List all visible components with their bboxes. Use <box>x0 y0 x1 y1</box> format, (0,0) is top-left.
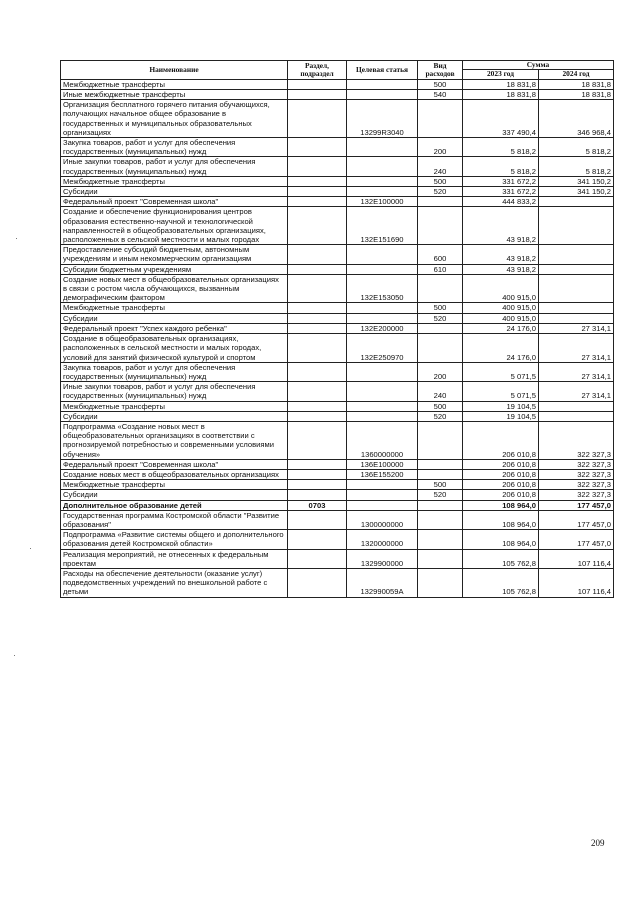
row-sum-2024: 18 831,8 <box>539 90 614 100</box>
row-sum-2024 <box>539 197 614 207</box>
row-kind <box>418 469 463 479</box>
header-year-2024: 2024 год <box>539 70 614 79</box>
row-article <box>347 264 418 274</box>
row-sum-2023: 206 010,8 <box>463 459 539 469</box>
row-section <box>288 138 347 157</box>
row-article: 1360000000 <box>347 421 418 459</box>
row-sum-2023: 43 918,2 <box>463 264 539 274</box>
header-year-2023: 2023 год <box>463 70 539 79</box>
row-sum-2024: 177 457,0 <box>539 500 614 510</box>
row-article <box>347 490 418 500</box>
row-sum-2024: 27 314,1 <box>539 323 614 333</box>
row-sum-2023: 444 833,2 <box>463 197 539 207</box>
row-sum-2023: 108 964,0 <box>463 510 539 529</box>
table-row <box>61 264 614 274</box>
row-sum-2023: 43 918,2 <box>463 245 539 264</box>
row-article: 132E100000 <box>347 197 418 207</box>
row-article <box>347 90 418 100</box>
row-section <box>288 90 347 100</box>
row-kind: 500 <box>418 303 463 313</box>
table-row <box>61 100 614 138</box>
row-sum-2023: 206 010,8 <box>463 480 539 490</box>
row-kind: 520 <box>418 411 463 421</box>
table-row <box>61 469 614 479</box>
row-section <box>288 157 347 176</box>
row-sum-2023: 206 010,8 <box>463 421 539 459</box>
row-sum-2023: 400 915,0 <box>463 274 539 303</box>
row-sum-2024 <box>539 245 614 264</box>
table-row <box>61 90 614 100</box>
row-sum-2024 <box>539 313 614 323</box>
table-row <box>61 245 614 264</box>
row-article <box>347 157 418 176</box>
row-sum-2024: 322 327,3 <box>539 459 614 469</box>
row-article <box>347 245 418 264</box>
row-section <box>288 490 347 500</box>
row-name: Иные закупки товаров, работ и услуг для обеспечения государственных (муниципальных) нужд <box>61 382 288 401</box>
table-body <box>61 79 614 597</box>
table-header <box>61 61 614 80</box>
row-sum-2024: 322 327,3 <box>539 480 614 490</box>
row-sum-2024: 5 818,2 <box>539 138 614 157</box>
row-sum-2024 <box>539 264 614 274</box>
row-kind <box>418 323 463 333</box>
table-row <box>61 530 614 549</box>
row-article <box>347 303 418 313</box>
row-sum-2023: 19 104,5 <box>463 401 539 411</box>
header-kind: Вид расходов <box>418 61 463 80</box>
row-sum-2023: 206 010,8 <box>463 469 539 479</box>
table-row <box>61 334 614 363</box>
table-row <box>61 500 614 510</box>
row-sum-2024: 322 327,3 <box>539 490 614 500</box>
row-sum-2023: 108 964,0 <box>463 500 539 510</box>
row-article <box>347 382 418 401</box>
row-sum-2023: 337 490,4 <box>463 100 539 138</box>
table-row <box>61 176 614 186</box>
row-kind: 500 <box>418 79 463 89</box>
row-kind: 610 <box>418 264 463 274</box>
row-article <box>347 187 418 197</box>
row-name: Государственная программа Костромской области "Развитие образования" <box>61 510 288 529</box>
row-section <box>288 176 347 186</box>
row-name: Межбюджетные трансферты <box>61 401 288 411</box>
row-article <box>347 500 418 510</box>
row-sum-2023: 24 176,0 <box>463 334 539 363</box>
row-section <box>288 245 347 264</box>
table-row <box>61 459 614 469</box>
row-kind: 200 <box>418 362 463 381</box>
row-sum-2023: 206 010,8 <box>463 490 539 500</box>
scan-speck <box>14 655 15 656</box>
row-kind: 240 <box>418 157 463 176</box>
row-sum-2023: 105 762,8 <box>463 568 539 597</box>
table-row <box>61 197 614 207</box>
row-article: 1300000000 <box>347 510 418 529</box>
row-sum-2024: 18 831,8 <box>539 79 614 89</box>
table-row <box>61 303 614 313</box>
table-row <box>61 421 614 459</box>
row-name: Иные межбюджетные трансферты <box>61 90 288 100</box>
header-name: Наименование <box>61 61 288 80</box>
row-kind: 600 <box>418 245 463 264</box>
row-sum-2023: 400 915,0 <box>463 303 539 313</box>
row-sum-2024 <box>539 411 614 421</box>
row-section <box>288 323 347 333</box>
row-article: 1329900000 <box>347 549 418 568</box>
row-kind: 500 <box>418 176 463 186</box>
table-row <box>61 411 614 421</box>
header-article: Целевая статья <box>347 61 418 80</box>
row-article: 13299R3040 <box>347 100 418 138</box>
row-article: 136E155200 <box>347 469 418 479</box>
row-article: 136E100000 <box>347 459 418 469</box>
row-sum-2023: 331 672,2 <box>463 187 539 197</box>
row-sum-2024 <box>539 303 614 313</box>
row-section <box>288 480 347 490</box>
row-kind <box>418 530 463 549</box>
row-name: Межбюджетные трансферты <box>61 480 288 490</box>
row-kind: 540 <box>418 90 463 100</box>
row-section <box>288 459 347 469</box>
row-sum-2024: 27 314,1 <box>539 334 614 363</box>
row-name: Закупка товаров, работ и услуг для обеспечения государственных (муниципальных) нужд <box>61 362 288 381</box>
row-sum-2023: 5 071,5 <box>463 382 539 401</box>
row-name: Субсидии <box>61 313 288 323</box>
row-name: Реализация мероприятий, не отнесенных к федеральным проектам <box>61 549 288 568</box>
row-section <box>288 421 347 459</box>
row-kind: 500 <box>418 480 463 490</box>
row-sum-2024 <box>539 207 614 245</box>
row-kind <box>418 510 463 529</box>
row-name: Расходы на обеспечение деятельности (оказание услуг) подведомственных учреждений по внешкольной работе с детьми <box>61 568 288 597</box>
row-kind <box>418 568 463 597</box>
table-row <box>61 568 614 597</box>
row-article: 132E200000 <box>347 323 418 333</box>
row-kind <box>418 100 463 138</box>
row-kind <box>418 459 463 469</box>
row-name: Субсидии <box>61 490 288 500</box>
row-name: Межбюджетные трансферты <box>61 176 288 186</box>
row-kind <box>418 197 463 207</box>
row-name: Иные закупки товаров, работ и услуг для обеспечения государственных (муниципальных) нужд <box>61 157 288 176</box>
row-sum-2024: 341 150,2 <box>539 187 614 197</box>
row-name: Создание новых мест в общеобразовательных организациях <box>61 469 288 479</box>
row-sum-2024: 341 150,2 <box>539 176 614 186</box>
row-sum-2023: 108 964,0 <box>463 530 539 549</box>
row-name: Подпрограмма «Развитие системы общего и дополнительного образования детей Костромской области» <box>61 530 288 549</box>
row-sum-2023: 400 915,0 <box>463 313 539 323</box>
row-kind <box>418 274 463 303</box>
row-section <box>288 264 347 274</box>
row-article <box>347 176 418 186</box>
row-name: Организация бесплатного горячего питания обучающихся, получающих начальное общее образование в государственных и муниципальных образовательных организациях <box>61 100 288 138</box>
page-number: 209 <box>591 838 605 848</box>
row-sum-2023: 5 818,2 <box>463 138 539 157</box>
row-kind <box>418 549 463 568</box>
budget-table <box>60 60 614 598</box>
row-name: Закупка товаров, работ и услуг для обеспечения государственных (муниципальных) нужд <box>61 138 288 157</box>
row-section <box>288 382 347 401</box>
row-section <box>288 334 347 363</box>
row-article <box>347 138 418 157</box>
table-row <box>61 401 614 411</box>
row-kind <box>418 207 463 245</box>
row-article: 1320000000 <box>347 530 418 549</box>
row-section <box>288 100 347 138</box>
row-kind: 520 <box>418 187 463 197</box>
row-section <box>288 510 347 529</box>
row-section <box>288 79 347 89</box>
row-sum-2023: 19 104,5 <box>463 411 539 421</box>
row-sum-2023: 18 831,8 <box>463 79 539 89</box>
scan-speck <box>30 548 31 549</box>
row-section <box>288 568 347 597</box>
row-sum-2024: 346 968,4 <box>539 100 614 138</box>
table-row <box>61 362 614 381</box>
table-row <box>61 313 614 323</box>
row-article <box>347 411 418 421</box>
table-row <box>61 382 614 401</box>
row-sum-2024: 5 818,2 <box>539 157 614 176</box>
row-name: Создание и обеспечение функционирования центров образования естественно-научной и технологической направленностей в общеобразовательных организациях, расположенных в сельской местности и малых городах <box>61 207 288 245</box>
row-kind <box>418 334 463 363</box>
row-sum-2023: 24 176,0 <box>463 323 539 333</box>
row-sum-2024: 322 327,3 <box>539 421 614 459</box>
row-section <box>288 187 347 197</box>
row-sum-2024: 177 457,0 <box>539 510 614 529</box>
table-row <box>61 274 614 303</box>
row-section <box>288 274 347 303</box>
row-sum-2023: 18 831,8 <box>463 90 539 100</box>
table-row <box>61 187 614 197</box>
row-article: 132E153050 <box>347 274 418 303</box>
row-name: Федеральный проект "Современная школа" <box>61 459 288 469</box>
row-name: Федеральный проект "Современная школа" <box>61 197 288 207</box>
row-name: Субсидии <box>61 187 288 197</box>
table-row <box>61 138 614 157</box>
table-row <box>61 510 614 529</box>
row-sum-2024: 322 327,3 <box>539 469 614 479</box>
row-kind <box>418 500 463 510</box>
scan-speck <box>16 238 17 239</box>
row-sum-2024 <box>539 274 614 303</box>
row-section <box>288 207 347 245</box>
row-section <box>288 401 347 411</box>
row-article <box>347 313 418 323</box>
row-sum-2024: 27 314,1 <box>539 382 614 401</box>
row-sum-2024 <box>539 401 614 411</box>
row-sum-2023: 5 818,2 <box>463 157 539 176</box>
row-sum-2023: 5 071,5 <box>463 362 539 381</box>
row-sum-2024: 177 457,0 <box>539 530 614 549</box>
table-row <box>61 207 614 245</box>
table-row <box>61 323 614 333</box>
header-sum: Сумма <box>463 61 614 70</box>
row-section <box>288 530 347 549</box>
row-name: Межбюджетные трансферты <box>61 303 288 313</box>
row-article: 132E151690 <box>347 207 418 245</box>
row-article: 132E250970 <box>347 334 418 363</box>
row-kind <box>418 421 463 459</box>
row-section <box>288 303 347 313</box>
row-sum-2024: 107 116,4 <box>539 549 614 568</box>
row-kind: 520 <box>418 313 463 323</box>
row-article <box>347 480 418 490</box>
row-section: 0703 <box>288 500 347 510</box>
row-sum-2023: 105 762,8 <box>463 549 539 568</box>
row-section <box>288 549 347 568</box>
row-kind: 520 <box>418 490 463 500</box>
row-name: Создание в общеобразовательных организациях, расположенных в сельской местности и малых городах, условий для занятий физической культурой и спортом <box>61 334 288 363</box>
row-section <box>288 362 347 381</box>
row-section <box>288 411 347 421</box>
row-name: Межбюджетные трансферты <box>61 79 288 89</box>
table-row <box>61 79 614 89</box>
row-name: Создание новых мест в общеобразовательных организациях в связи с ростом числа обучающихся, вызванным демографическим фактором <box>61 274 288 303</box>
row-section <box>288 197 347 207</box>
row-article <box>347 362 418 381</box>
table-row <box>61 490 614 500</box>
row-name: Субсидии бюджетным учреждениям <box>61 264 288 274</box>
row-name: Подпрограмма «Создание новых мест в общеобразовательных организациях в соответствии с прогнозируемой потребностью и современными условиями обучения» <box>61 421 288 459</box>
row-section <box>288 469 347 479</box>
row-article: 132990059А <box>347 568 418 597</box>
table-row <box>61 549 614 568</box>
row-kind: 200 <box>418 138 463 157</box>
row-sum-2024: 107 116,4 <box>539 568 614 597</box>
row-name: Федеральный проект "Успех каждого ребенка" <box>61 323 288 333</box>
row-article <box>347 79 418 89</box>
table-row <box>61 480 614 490</box>
row-article <box>347 401 418 411</box>
row-kind: 500 <box>418 401 463 411</box>
row-sum-2023: 43 918,2 <box>463 207 539 245</box>
table-row <box>61 157 614 176</box>
row-sum-2023: 331 672,2 <box>463 176 539 186</box>
header-section: Раздел, подраздел <box>288 61 347 80</box>
row-name: Субсидии <box>61 411 288 421</box>
row-kind: 240 <box>418 382 463 401</box>
row-name: Дополнительное образование детей <box>61 500 288 510</box>
row-sum-2024: 27 314,1 <box>539 362 614 381</box>
row-section <box>288 313 347 323</box>
row-name: Предоставление субсидий бюджетным, автономным учреждениям и иным некоммерческим организациям <box>61 245 288 264</box>
